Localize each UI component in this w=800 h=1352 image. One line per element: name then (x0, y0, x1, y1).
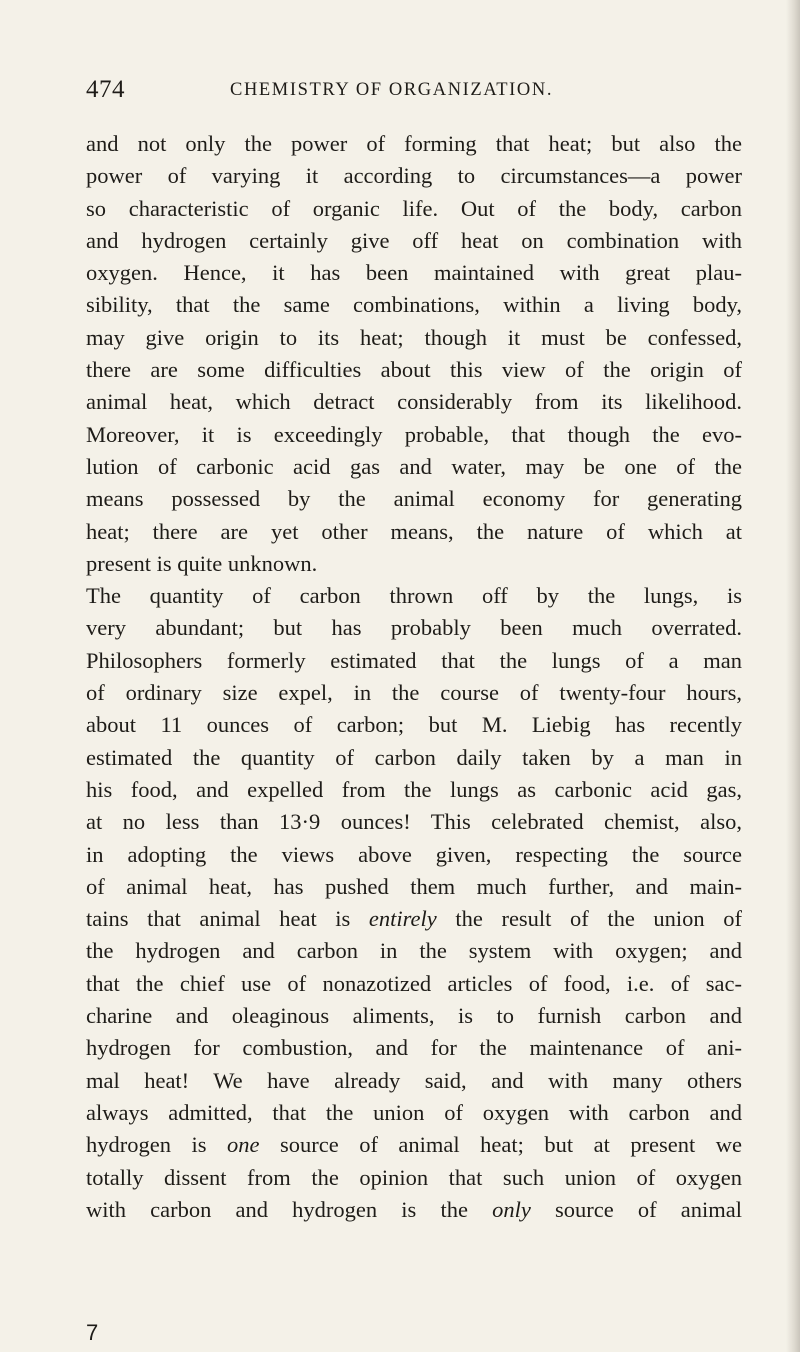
text-line: present is quite unknown. (86, 550, 318, 576)
text-line: lution of carbonic acid gas and water, may be one of the (86, 453, 742, 479)
text-line: sibility, that the same combinations, within a living body, (86, 292, 742, 318)
page-edge-shadow (786, 0, 800, 1352)
text-line: totally dissent from the opinion that such union of oxygen (86, 1164, 742, 1190)
text-segment: source of animal (555, 1196, 742, 1222)
text-line: mal heat! We have already said, and with many others (86, 1067, 742, 1093)
text-line-with-emphasis (86, 1129, 742, 1161)
signature-mark: 7 (86, 1320, 99, 1345)
text-line: so characteristic of organic life. Out of the body, carbon (86, 195, 742, 221)
text-segment: with carbon and hydrogen is the (86, 1196, 468, 1222)
page-number: 474 (86, 76, 125, 103)
text-line: and not only the power of forming that heat; but also the (86, 131, 742, 156)
text-segment: source of animal heat; but at present we (279, 1132, 743, 1158)
text-line: that the chief use of nonazotized articles of food, i.e. of sac- (86, 970, 742, 996)
text-line: animal heat, which detract considerably from its likelihood. (86, 389, 742, 415)
text-line: estimated the quantity of carbon daily taken by a man in (86, 744, 742, 770)
text-line: oxygen. Hence, it has been maintained with great plau- (86, 260, 742, 286)
text-line: the hydrogen and carbon in the system with oxygen; and (86, 938, 742, 964)
text-line: means possessed by the animal economy for generating (86, 486, 742, 512)
text-line: of ordinary size expel, in the course of twenty-four hours, (86, 680, 742, 706)
text-line: The quantity of carbon thrown off by the lungs, is (86, 583, 742, 609)
text-line: power of varying it according to circumstances—a power (86, 163, 742, 189)
text-line: heat; there are yet other means, the nature of which at (86, 518, 742, 544)
text-line: hydrogen for combustion, and for the maintenance of ani- (86, 1035, 742, 1061)
text-segment: the result of the union of (455, 906, 743, 932)
text-line: about 11 ounces of carbon; but M. Liebig has recently (86, 712, 742, 738)
text-line: always admitted, that the union of oxygen with carbon and (86, 1099, 742, 1125)
text-line: at no less than 13·9 ounces! This celebrated chemist, also, (86, 809, 742, 835)
page-header (86, 76, 736, 110)
text-line: Philosophers formerly estimated that the lungs of a man (86, 647, 742, 673)
text-line: Moreover, it is exceedingly probable, that though the evo- (86, 421, 742, 447)
text-line-with-emphasis (86, 903, 742, 935)
text-line-with-emphasis (86, 1194, 742, 1226)
running-head: CHEMISTRY OF ORGANIZATION. (230, 80, 554, 100)
text-segment: tains that animal heat is (86, 906, 351, 932)
body-text (86, 128, 742, 1226)
text-line: of animal heat, has pushed them much further, and main- (86, 873, 742, 899)
emphasis-entirely: entirely (368, 906, 437, 932)
emphasis-one: one (226, 1132, 260, 1158)
text-segment: hydrogen is (86, 1132, 207, 1158)
text-line: in adopting the views above given, respecting the source (86, 841, 742, 867)
text-line: charine and oleaginous aliments, is to furnish carbon and (86, 1003, 742, 1029)
text-line: his food, and expelled from the lungs as carbonic acid gas, (86, 776, 742, 802)
text-line: very abundant; but has probably been much overrated. (86, 615, 742, 641)
text-line: and hydrogen certainly give off heat on combination with (86, 227, 742, 253)
emphasis-only: only (492, 1196, 531, 1222)
text-line: there are some difficulties about this view of the origin of (86, 357, 742, 383)
text-line: may give origin to its heat; though it must be confessed, (86, 324, 742, 350)
